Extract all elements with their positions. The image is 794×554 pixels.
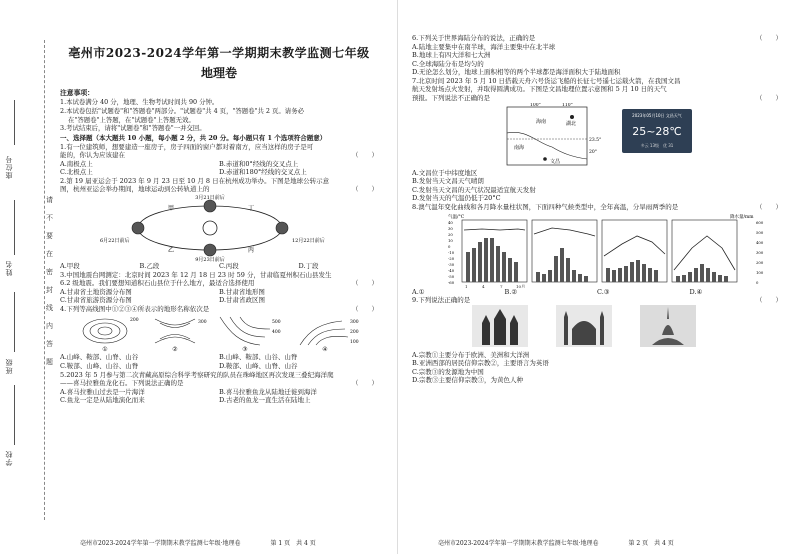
option: D.鞍部、山峰、山脊、山谷 xyxy=(219,362,298,371)
axis-title: 气温/°C xyxy=(448,214,465,220)
option: C.全球海陆分布是均匀的 xyxy=(412,59,484,68)
option: C.鞍部、山峰、山谷、山脊 xyxy=(60,362,139,371)
option: B.赤道和0°经线的交叉点上 xyxy=(219,159,299,168)
month-label: 1 xyxy=(465,283,468,288)
option: A.① xyxy=(412,287,425,296)
month-label: 4 xyxy=(482,283,485,288)
q9-options xyxy=(412,351,782,385)
temp-tick: -10 xyxy=(448,249,455,255)
month-label: 10月 xyxy=(516,283,526,288)
q6-options xyxy=(412,43,782,77)
option: B.乙段 xyxy=(139,261,160,270)
binding-strip xyxy=(0,40,53,520)
weather-sub: 多云 13级 优 31 xyxy=(640,142,674,148)
seal-char: 内 xyxy=(46,322,53,330)
precip-tick: 300 xyxy=(756,249,764,255)
binding-label-school: 学校 xyxy=(5,450,13,466)
orbit-label: 12月22日前后 xyxy=(292,237,325,244)
option: A.宗教①主要分布于欧洲、美洲和大洋洲 xyxy=(412,350,530,359)
orbit-label: 丁 xyxy=(248,204,255,212)
notice-item: 1.本试卷满分 40 分，地理、生物考试时间共 90 分钟。 xyxy=(60,98,219,107)
option: D.甘肃省政区图 xyxy=(219,296,266,305)
option: D.无论怎么划分，地球上面积相等的两个半球都是海洋面积大于陆地面积 xyxy=(412,68,621,77)
pagoda-icon xyxy=(640,305,696,347)
map-label: 100° xyxy=(530,102,541,108)
question-8 xyxy=(412,203,782,212)
precip-tick: 600 xyxy=(756,219,764,225)
wenchang-figure xyxy=(412,103,782,169)
q1-options xyxy=(60,160,378,177)
notice-block xyxy=(60,89,378,133)
seal-char: 线 xyxy=(46,304,53,312)
option: C.发射当天文昌的天气状况最适宜航天发射 xyxy=(412,185,536,194)
binding-fill-line xyxy=(14,385,15,445)
binding-fill-line xyxy=(14,200,15,255)
option: A.喜马拉雅山过去是一片海洋 xyxy=(60,387,145,396)
question-3 xyxy=(60,271,378,288)
option: A.山峰、鞍部、山脊、山谷 xyxy=(60,353,139,362)
q8-options xyxy=(412,288,782,297)
binding-label-class: 班级 xyxy=(5,358,13,374)
option: D.发射当天的气温仍低于20°C xyxy=(412,194,501,203)
temp-tick: -20 xyxy=(448,255,455,261)
contour-label: ③ xyxy=(242,346,248,354)
month-label: 7 xyxy=(500,283,503,288)
notice-item: 3.考试结束后，请将"试题卷"和"答题卷"一并交回。 xyxy=(60,124,206,133)
option: B.② xyxy=(504,287,518,296)
question-stem: 航天发射场点火发射，并取得圆满成功。下图是文昌地理位置示意图和 5 月 10 日的天气 xyxy=(412,85,667,94)
mosque-icon xyxy=(556,305,612,347)
notice-item: 在"答题卷"上答题，在"试题卷"上答题无效。 xyxy=(68,115,195,124)
contour-label: ① xyxy=(102,346,108,354)
climate-figure xyxy=(412,212,782,288)
orbit-label: 6月22日前后 xyxy=(100,237,130,244)
question-5 xyxy=(60,371,378,388)
left-content xyxy=(60,46,378,405)
option: A.甲段 xyxy=(60,261,80,270)
orbit-diagram xyxy=(60,194,378,262)
contour-value: 400 xyxy=(272,330,281,336)
exam-title: 亳州市2023-2024学年第一学期期末教学监测七年级 xyxy=(68,46,370,60)
map-label: 文昌 xyxy=(550,158,561,165)
question-stem: 6.2 级地震。我们要想知道积石山县位于什么地方，最适合选择使用 xyxy=(60,279,255,288)
option: B.亚洲西部的居民信仰宗教②，主要语言为英语 xyxy=(412,359,549,368)
map-label: 湖北 xyxy=(566,120,577,127)
option: C.北极点上 xyxy=(60,168,93,177)
temp-tick: 10 xyxy=(448,237,453,243)
seal-line xyxy=(44,40,45,520)
question-1 xyxy=(60,143,378,160)
answer-paren: （ ） xyxy=(352,279,378,288)
right-page xyxy=(397,0,794,554)
earth-icon xyxy=(204,244,216,256)
page-footer: 亳州市2023-2024学年第一学期期末教学监测七年级·地理卷 第 1 页 共 4 页 xyxy=(80,540,316,547)
q4-options xyxy=(60,353,378,370)
temp-tick: -30 xyxy=(448,261,455,267)
option: A.文昌位于中纬度地区 xyxy=(412,168,478,177)
earth-icon xyxy=(204,200,216,212)
option: B.甘肃省地形图 xyxy=(219,287,265,296)
option: D.④ xyxy=(689,287,703,296)
orbit-label: 乙 xyxy=(168,246,175,254)
answer-paren: （ ） xyxy=(756,296,782,305)
orbit-label: 3月21日前后 xyxy=(195,194,225,201)
question-stem: 图，杭州亚运会举办期间，地球运动到公转轨道上的 xyxy=(60,185,210,194)
precip-tick: 200 xyxy=(756,259,764,265)
question-4 xyxy=(60,305,378,314)
wenchang-map xyxy=(412,103,782,169)
option: D.赤道和180°经线的交叉点上 xyxy=(219,168,307,177)
question-6 xyxy=(412,34,782,43)
exam-subtitle: 地理卷 xyxy=(200,65,237,80)
church-icon xyxy=(472,305,528,347)
question-stem: 3.中国地震台网测定：北京时间 2023 年 12 月 18 日 23 时 59 分，甘肃临夏州积石山县发生 xyxy=(60,270,332,279)
contour-value: 500 xyxy=(272,320,281,326)
precip-tick: 500 xyxy=(756,229,764,235)
temp-tick: 20 xyxy=(448,231,453,237)
temp-tick: 30 xyxy=(448,225,453,231)
question-stem: 2.第 19 届亚运会于 2023 年 9 月 23 日至 10 月 8 日在杭州成功举办。下图是地球公转示意 xyxy=(60,176,330,185)
contour-diagram xyxy=(60,313,378,353)
binding-label-name: 姓名 xyxy=(5,260,13,276)
question-stem: 7.北京时间 2023 年 5 月 10 日搭载天舟六号货运飞船的长征七号遥七运载火箭，在我国文昌 xyxy=(412,76,681,85)
orbit-label: 9月23日前后 xyxy=(195,256,225,262)
contour-label: ④ xyxy=(322,346,328,354)
question-stem: 1.有一位建筑师，想要建造一座房子，房子四面的窗户都对着南方，应当这样的房子是可 xyxy=(60,142,314,151)
question-stem: 6.下列关于世界海陆分布的说法，正确的是 xyxy=(412,34,536,42)
question-stem: 9.下列说法正确的是 xyxy=(412,296,471,305)
question-9 xyxy=(412,296,782,305)
contour-value: 300 xyxy=(350,320,359,326)
seal-char: 答 xyxy=(46,340,53,348)
map-label: 23.5° xyxy=(589,137,602,143)
right-content xyxy=(412,34,782,385)
option: B.发射当天文昌天气晴朗 xyxy=(412,177,484,186)
binding-fill-line xyxy=(14,100,15,145)
precip-tick: 400 xyxy=(756,239,764,245)
contour-value: 300 xyxy=(198,320,207,326)
contour-label: ② xyxy=(172,346,178,354)
option: C.宗教③的发源地为中国 xyxy=(412,367,484,376)
option: B.地球上有四大洋和七大洲 xyxy=(412,51,491,60)
option: D.丁段 xyxy=(298,261,319,270)
weather-temp: 25~28℃ xyxy=(632,124,682,138)
q3-options xyxy=(60,288,378,305)
seal-char: 不 xyxy=(46,214,53,222)
question-7 xyxy=(412,77,782,103)
option: C.③ xyxy=(597,287,610,296)
option: C.鱼龙一定是从陆地演化而来 xyxy=(60,396,145,405)
answer-paren: （ ） xyxy=(756,202,782,211)
notice-item: 2.本试卷包括"试题卷"和"答题卷"两部分。"试题卷"共 4 页，"答题卷"共 2 页。请务必 xyxy=(60,107,304,115)
option: A.甘肃省土地资源分布图 xyxy=(60,287,132,296)
option: C.甘肃省旅游资源分布图 xyxy=(60,296,132,305)
orbit-label: 丙 xyxy=(248,246,255,254)
weather-date: 2023年05月10日 文昌天气 xyxy=(632,112,682,118)
binding-fill-line xyxy=(14,292,15,352)
question-stem: 4.下列等高线图中①②③④所表示的地形名称依次是 xyxy=(60,304,210,313)
contour-value: 200 xyxy=(350,330,359,336)
section-heading: 一、选择题（本大题共 10 小题，每小题 2 分，共 20 分。每小题只有 1 个选项符合题意） xyxy=(60,133,327,142)
earth-icon xyxy=(132,222,144,234)
question-stem: ——喜马拉雅鱼龙化石。下列说法正确的是 xyxy=(60,379,184,388)
question-stem: 能的，你认为应该建在 xyxy=(60,151,125,160)
notice-title: 注意事项： xyxy=(60,89,94,98)
location-dot-icon xyxy=(570,115,574,119)
answer-paren: （ ） xyxy=(352,379,378,388)
option: A.陆地主要集中在南半球，海洋主要集中在北半球 xyxy=(412,42,556,51)
option: A.南极点上 xyxy=(60,159,93,168)
orbit-figure xyxy=(60,194,378,262)
temp-tick: -40 xyxy=(448,267,455,273)
answer-paren: （ ） xyxy=(352,185,378,194)
religion-photos xyxy=(412,305,782,351)
map-label: 110° xyxy=(562,102,573,108)
option: D.宗教③主要信仰宗教③，为黄色人种 xyxy=(412,376,524,385)
option: D.古老的鱼龙一直生活在陆地上 xyxy=(219,396,311,405)
page-footer: 亳州市2023-2024学年第一学期期末教学监测七年级·地理卷 第 2 页 共 4 页 xyxy=(438,540,674,547)
question-stem: 5.2023 年 5 月参与第二次青藏高原综合科学考察研究的队员在珠峰地区再次发现三叠纪海洋爬 xyxy=(60,370,334,379)
q2-options xyxy=(60,262,378,271)
temp-tick: 0 xyxy=(448,243,451,249)
map-label: 20° xyxy=(589,149,597,155)
climate-charts xyxy=(412,212,782,288)
seal-char: 请 xyxy=(46,196,53,204)
q7-options xyxy=(412,169,782,203)
orbit-label: 甲 xyxy=(168,204,175,212)
precip-tick: 0 xyxy=(756,279,759,285)
q5-options xyxy=(60,388,378,405)
answer-paren: （ ） xyxy=(352,304,378,313)
precip-tick: 100 xyxy=(756,269,764,275)
question-stem: 预报。下列说法不正确的是 xyxy=(412,94,490,103)
question-stem: 8.澳气温年变化曲线和各月降水量柱状图，下面四种气候类型中，全年高温，分旱雨两季的是 xyxy=(412,202,679,211)
map-label: 南海 xyxy=(514,144,525,151)
answer-paren: （ ） xyxy=(352,151,378,160)
earth-icon xyxy=(276,222,288,234)
sun-icon xyxy=(203,221,217,235)
temp-tick: 40 xyxy=(448,219,453,225)
option: C.丙段 xyxy=(219,261,239,270)
temp-tick: -50 xyxy=(448,273,455,279)
seal-char: 封 xyxy=(46,286,53,294)
binding-label-seat: 座位号 xyxy=(5,155,13,179)
answer-paren: （ ） xyxy=(756,94,782,103)
temp-tick: -60 xyxy=(448,279,455,285)
map-label: 海南 xyxy=(536,118,547,125)
seal-char: 密 xyxy=(46,268,53,276)
contour-value: 200 xyxy=(130,318,139,324)
answer-paren: （ ） xyxy=(756,34,782,42)
seal-char: 在 xyxy=(46,250,53,258)
option: B.喜马拉雅鱼龙从陆地迁徙到海洋 xyxy=(219,387,317,396)
seal-char: 题 xyxy=(46,358,53,366)
option: B.山峰、鞍部、山谷、山脊 xyxy=(219,353,298,362)
axis-title: 降水量/mm xyxy=(730,214,754,220)
contour-value: 100 xyxy=(350,340,359,346)
question-2 xyxy=(60,177,378,194)
contour-figure xyxy=(60,313,378,353)
location-dot-icon xyxy=(543,157,547,161)
seal-char: 要 xyxy=(46,232,53,240)
